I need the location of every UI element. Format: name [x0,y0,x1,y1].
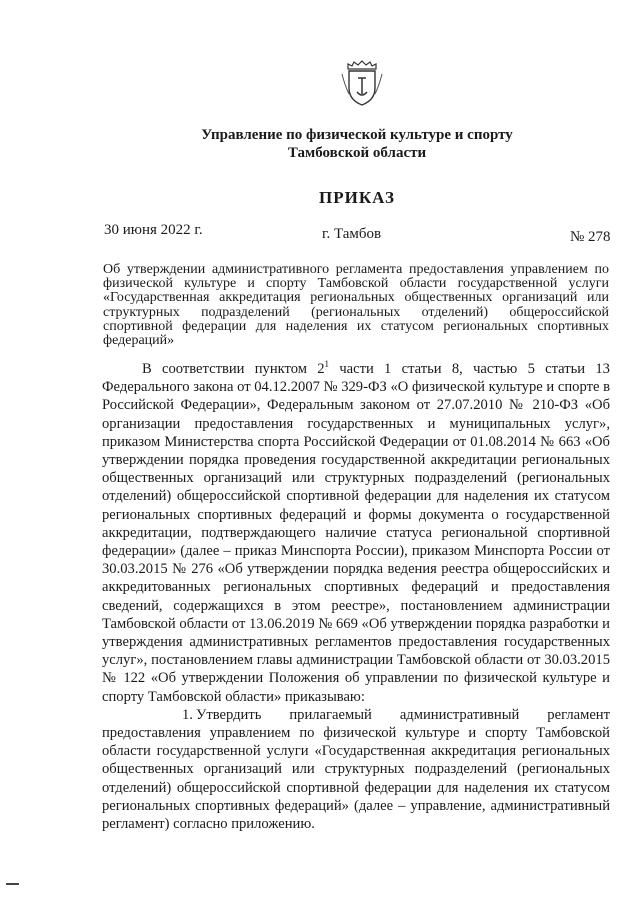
item-text: Утвердить прилагаемый административный регламент предоставления управлением по физической культуре и спорту Тамбовской области государственной услуги «Государственная аккредитация региональных общественных организаций или структурных подразделений (региональных отделений) общероссийской спортивной федерации для наделения их статусом региональных спортивных федераций» (далее – управление, административный регламент) согласно приложению. [102,706,610,833]
item-number: 1. [182,706,193,723]
preamble-rest: части 1 статьи 8, частью 5 статьи 13 Федерального закона от 04.12.2007 № 329-ФЗ «О физической культуре и спорте в Российской Федерации», Федеральным законом от 27.07.2010 № 210-ФЗ «Об организации предоставления государственных и муниципальных услуг», приказом Министерства спорта Российской Федерации от 01.08.2014 № 663 «Об утверждении порядка проведения государственной аккредитации региональных общественных организаций или структурных подразделений (региональных отделений) общероссийской спортивной федерации для наделения их статусом региональных спортивных федераций и формы документа о государственной аккредитации, подтверждающего наличие статуса региональной спортивной федерации» (далее – приказ Минспорта России), приказом Минспорта России от 30.03.2015 № 276 «Об утверждении порядка ведения реестра общероссийских и аккредитованных региональных спортивных федераций и предоставления сведений, содержащихся в этом реестре», постановлением администрации Тамбовской области от 13.06.2019 № 669 «Об утверждении порядка разработки и утверждения административных регламентов предоставления государственных услуг», постановлением главы администрации Тамбовской области от 30.03.2015 № 122 «Об утверждении Положения об управлении по физической культуре и спорту Тамбовской области» приказываю: [102,361,610,705]
superscript-index: 1 [324,359,330,370]
order-item-1 [102,706,610,833]
coat-of-arms-emblem-icon [339,58,385,108]
preamble-paragraph [102,360,610,706]
document-number: № 278 [570,229,611,245]
document-title: ПРИКАЗ [319,188,395,207]
document-city: г. Тамбов [322,226,382,242]
document-body [102,360,610,833]
organization-name: Управление по физической культуре и спорту [201,127,513,143]
document-subject: Об утверждении административного регламента предоставления управлением по физической культуре и спорту Тамбовской области государственной услуги «Государственная аккредитация региональных общественных организаций или структурных подразделений (региональных отделений) общероссийской спортивной федерации для наделения их статусом региональных спортивных федераций» [103,262,609,349]
page-edge-mark [6,883,19,885]
document-date: 30 июня 2022 г. [104,222,203,238]
organization-region: Тамбовской области [287,145,427,161]
preamble-start: В соответствии пунктом 2 [142,361,325,377]
